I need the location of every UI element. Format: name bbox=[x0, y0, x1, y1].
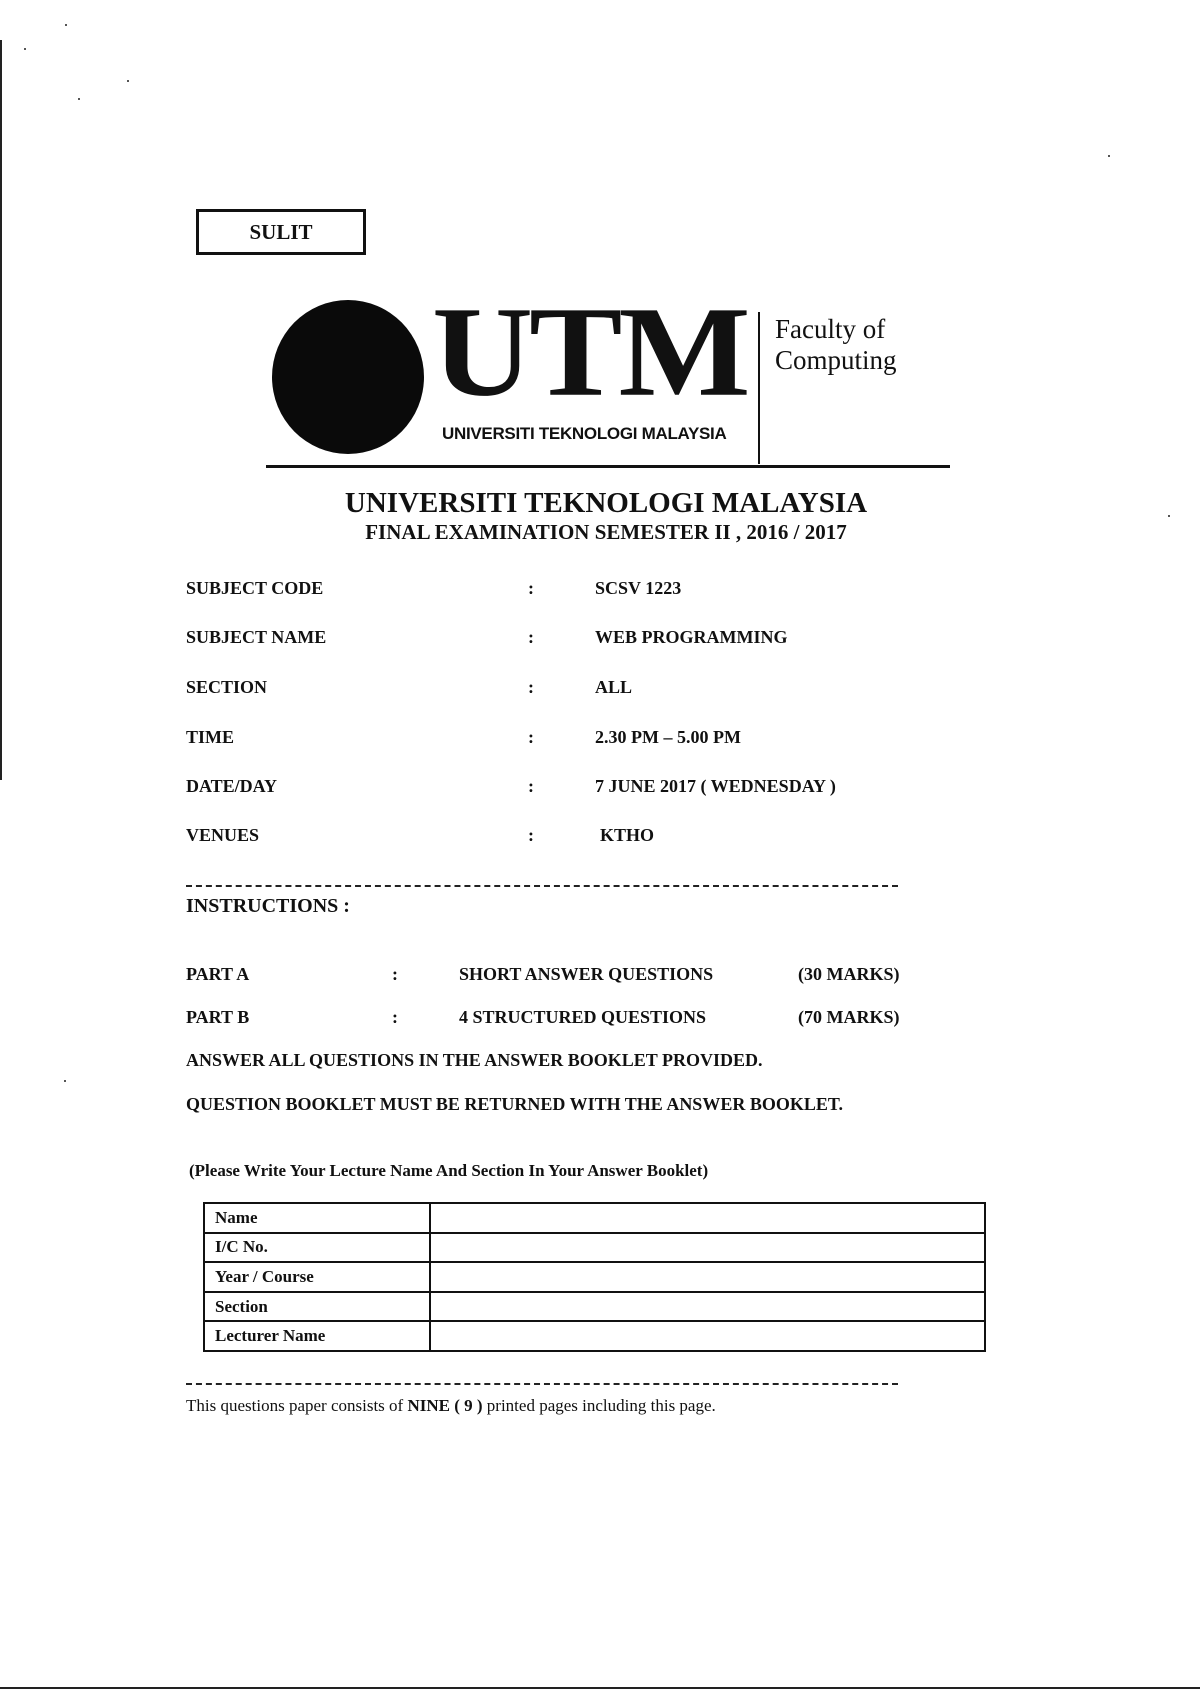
faculty-name bbox=[775, 314, 897, 376]
detail-colon: : bbox=[528, 825, 534, 845]
table-row bbox=[204, 1262, 985, 1292]
detail-colon: : bbox=[528, 776, 534, 796]
header-rule bbox=[266, 465, 950, 468]
detail-colon: : bbox=[528, 578, 534, 598]
row-label: Name bbox=[204, 1203, 430, 1233]
faculty-line-1: Faculty of bbox=[775, 314, 886, 344]
scan-speck bbox=[65, 24, 67, 26]
detail-label: SECTION bbox=[186, 677, 268, 697]
utm-logo-subtitle: UNIVERSITI TEKNOLOGI MALAYSIA bbox=[442, 424, 727, 443]
university-title: UNIVERSITI TEKNOLOGI MALAYSIA bbox=[344, 487, 868, 519]
utm-logo-wordmark: UTM bbox=[432, 280, 747, 424]
date-value: 7 JUNE 2017 ( WEDNESDAY ) bbox=[595, 776, 836, 796]
detail-colon: : bbox=[528, 677, 534, 697]
row-label: I/C No. bbox=[204, 1233, 430, 1263]
time-value: 2.30 PM – 5.00 PM bbox=[595, 727, 741, 747]
table-row bbox=[204, 1321, 985, 1351]
detail-label: SUBJECT NAME bbox=[186, 627, 327, 647]
subject-code-value: SCSV 1223 bbox=[595, 578, 682, 598]
venue-value: KTHO bbox=[600, 825, 655, 845]
detail-label: VENUES bbox=[186, 825, 260, 845]
dashed-separator bbox=[186, 1383, 898, 1385]
scan-edge-left bbox=[0, 40, 2, 780]
instruction-notice: QUESTION BOOKLET MUST BE RETURNED WITH THE ANSWER BOOKLET. bbox=[186, 1094, 844, 1114]
name-field[interactable] bbox=[430, 1203, 985, 1233]
scan-edge-bottom bbox=[0, 1687, 1200, 1689]
scan-speck bbox=[24, 48, 26, 50]
scan-speck bbox=[78, 98, 80, 100]
detail-colon: : bbox=[528, 627, 534, 647]
table-row bbox=[204, 1203, 985, 1233]
scan-speck bbox=[64, 1080, 66, 1082]
part-a-label: PART A bbox=[186, 964, 250, 984]
table-row bbox=[204, 1233, 985, 1263]
part-a-description: SHORT ANSWER QUESTIONS bbox=[459, 964, 714, 984]
lecturer-name-field[interactable] bbox=[430, 1321, 985, 1351]
part-a-marks: (30 MARKS) bbox=[798, 964, 900, 984]
section-field[interactable] bbox=[430, 1292, 985, 1322]
part-colon: : bbox=[392, 964, 398, 984]
section-value: ALL bbox=[595, 677, 633, 697]
detail-label: TIME bbox=[186, 727, 235, 747]
row-label: Year / Course bbox=[204, 1262, 430, 1292]
footnote-suffix: printed pages including this page. bbox=[482, 1396, 716, 1415]
part-b-description: 4 STRUCTURED QUESTIONS bbox=[459, 1007, 707, 1027]
subject-name-value: WEB PROGRAMMING bbox=[595, 627, 788, 647]
year-course-field[interactable] bbox=[430, 1262, 985, 1292]
row-label: Lecturer Name bbox=[204, 1321, 430, 1351]
classification-stamp: SULIT bbox=[196, 209, 366, 255]
exam-title: FINAL EXAMINATION SEMESTER II , 2016 / 2017 bbox=[365, 520, 847, 544]
page-count-note bbox=[186, 1396, 716, 1416]
detail-label: SUBJECT CODE bbox=[186, 578, 324, 598]
booklet-note: (Please Write Your Lecture Name And Section In Your Answer Booklet) bbox=[189, 1161, 709, 1180]
detail-label: DATE/DAY bbox=[186, 776, 278, 796]
dashed-separator bbox=[186, 885, 898, 887]
instruction-notice: ANSWER ALL QUESTIONS IN THE ANSWER BOOKLET PROVIDED. bbox=[186, 1050, 763, 1070]
utm-logo-emblem bbox=[272, 300, 424, 454]
faculty-line-2: Computing bbox=[775, 345, 897, 375]
scan-speck bbox=[127, 80, 129, 82]
part-colon: : bbox=[392, 1007, 398, 1027]
logo-divider bbox=[758, 312, 760, 464]
row-label: Section bbox=[204, 1292, 430, 1322]
student-info-table bbox=[203, 1202, 986, 1352]
instructions-title: INSTRUCTIONS : bbox=[186, 895, 350, 917]
page-count: NINE ( 9 ) bbox=[407, 1396, 483, 1415]
scan-speck bbox=[1108, 155, 1110, 157]
footnote-prefix: This questions paper consists of bbox=[186, 1396, 408, 1415]
part-b-label: PART B bbox=[186, 1007, 250, 1027]
part-b-marks: (70 MARKS) bbox=[798, 1007, 900, 1027]
table-row bbox=[204, 1292, 985, 1322]
detail-colon: : bbox=[528, 727, 534, 747]
ic-number-field[interactable] bbox=[430, 1233, 985, 1263]
